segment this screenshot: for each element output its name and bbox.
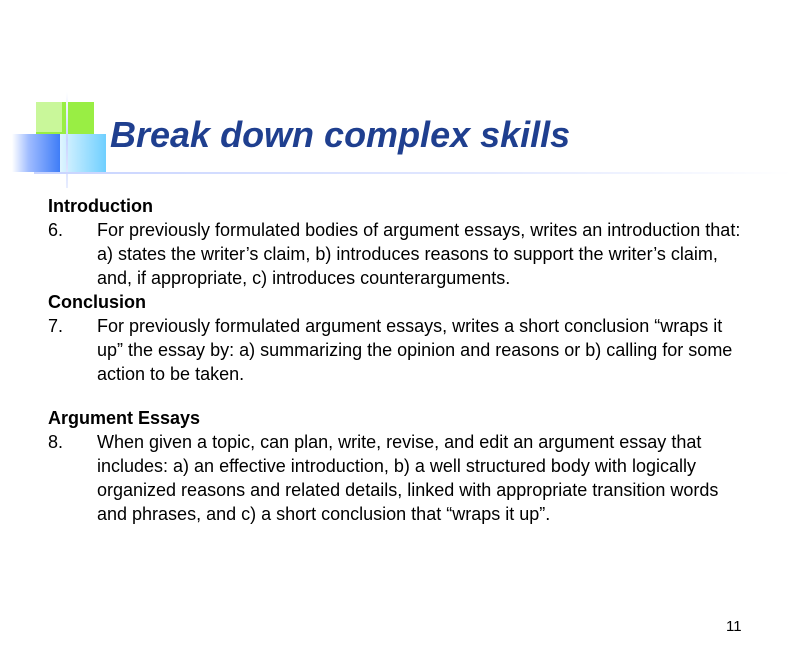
blue-square — [12, 134, 60, 172]
section-heading-conclusion: Conclusion — [48, 292, 146, 312]
item-number: 6. — [48, 220, 64, 240]
list-item-8 — [48, 430, 748, 526]
list-item-6 — [48, 218, 748, 290]
slide-content — [48, 194, 748, 526]
item-number: 7. — [48, 316, 64, 336]
item-number: 8. — [48, 432, 64, 452]
section-heading-introduction: Introduction — [48, 196, 153, 216]
section-heading-argument-essays: Argument Essays — [48, 408, 201, 428]
item-text: For previously formulated argument essays, writes a short conclusion “wraps it up” the essay by: a) summarizing the opinion and reasons or b) calling for some action to be taken. — [97, 316, 733, 384]
light-green-square — [36, 102, 62, 132]
item-text: For previously formulated bodies of argument essays, writes an introduction that: a) states the writer’s claim, b) introduces reasons to support the writer’s claim, and, if appropriate, c) introduces counterarguments. — [97, 220, 741, 288]
spacer — [48, 386, 748, 406]
slide-title: Break down complex skills — [110, 114, 571, 155]
title-underline — [34, 172, 792, 174]
page-number: 11 — [726, 618, 742, 635]
item-text: When given a topic, can plan, write, revise, and edit an argument essay that includes: a) an effective introduction, b) a well structured body with logically organized reasons and related details, linked with appropriate transition words and phrases, and c) a short conclusion that “wraps it up”. — [97, 432, 719, 524]
decorative-squares — [0, 0, 792, 200]
list-item-7 — [48, 314, 748, 386]
